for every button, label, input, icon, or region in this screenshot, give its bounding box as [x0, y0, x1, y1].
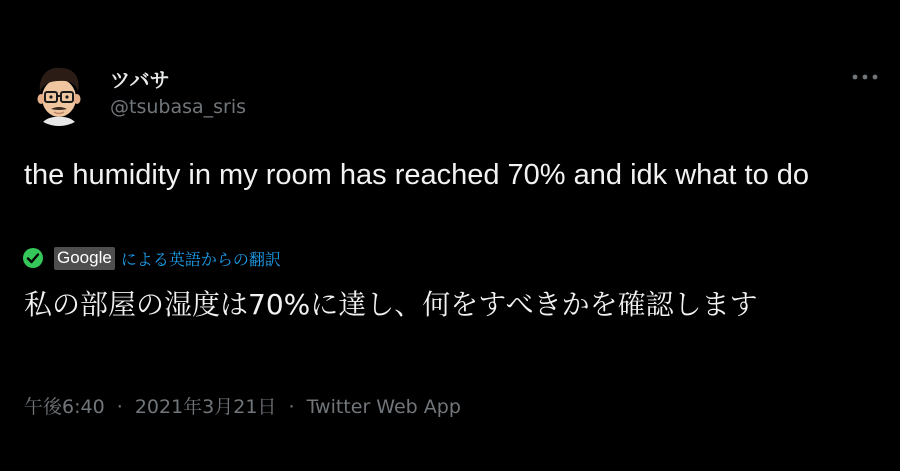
memoji-avatar-icon — [26, 60, 92, 126]
translation-source-link[interactable]: による英語からの翻訳 — [120, 249, 281, 269]
author-display-name[interactable]: ツバサ — [110, 68, 170, 92]
check-circle-icon — [22, 247, 44, 269]
meta-separator: · — [116, 396, 123, 418]
avatar[interactable] — [26, 60, 92, 126]
tweet-text: the humidity in my room has reached 70% and idk what to do — [24, 159, 810, 191]
google-translate-badge: Google — [54, 247, 115, 270]
more-horizontal-icon — [852, 74, 878, 80]
more-options-button[interactable] — [848, 64, 882, 90]
translation-attribution — [22, 245, 281, 271]
author-handle[interactable]: @tsubasa_sris — [110, 96, 247, 118]
meta-separator: · — [288, 396, 295, 418]
tweet-source-app[interactable]: Twitter Web App — [306, 396, 461, 418]
tweet-metadata — [24, 392, 461, 419]
translated-text: 私の部屋の湿度は70%に達し、何をすべきかを確認します — [24, 288, 758, 321]
tweet-date[interactable]: 2021年3月21日 — [134, 396, 277, 418]
tweet-time[interactable]: 午後6:40 — [24, 396, 105, 418]
